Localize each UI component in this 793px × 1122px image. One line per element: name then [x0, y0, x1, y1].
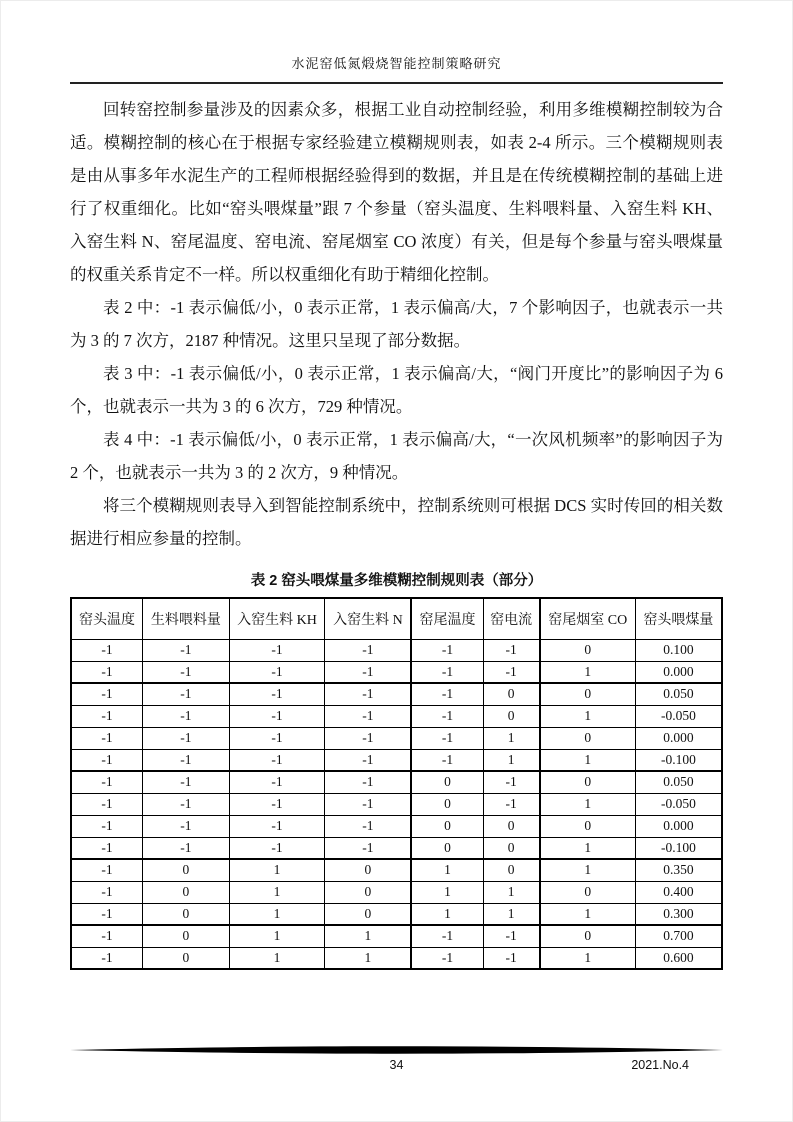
- table-cell: 1: [229, 903, 325, 925]
- table-cell: -1: [411, 925, 483, 947]
- table-cell: -1: [229, 683, 325, 705]
- column-header: 入窑生料 KH: [229, 598, 325, 639]
- table-cell: 0: [143, 925, 230, 947]
- table-cell: 1: [325, 925, 412, 947]
- table-cell: 0: [483, 683, 540, 705]
- table-cell: 0.600: [635, 947, 722, 969]
- table-cell: -1: [71, 749, 143, 771]
- running-head: 水泥窑低氮煅烧智能控制策略研究: [70, 1, 723, 84]
- table-cell: -0.100: [635, 837, 722, 859]
- paragraph: 回转窑控制参量涉及的因素众多，根据工业自动控制经验，利用多维模糊控制较为合适。模糊控制的核心在于根据专家经验建立模糊规则表，如表 2-4 所示。三个模糊规则表是由从事多年水泥生产的工程师根据经验得到的数据，并且是在传统模糊控制的基础上进行了权重细化。比如“窑头喂煤量”跟 7 个参量（窑头温度、生料喂料量、入窑生料 KH、入窑生料 N、窑尾温度、窑电流、窑尾烟室 CO 浓度）有关，但是每个参量与窑头喂煤量的权重关系肯定不一样。所以权重细化有助于精细化控制。: [70, 100, 723, 284]
- table-cell: -1: [71, 859, 143, 881]
- table-cell: -1: [71, 727, 143, 749]
- table-cell: -1: [229, 705, 325, 727]
- table-cell: 0.000: [635, 727, 722, 749]
- table-cell: -1: [411, 705, 483, 727]
- table-cell: 0: [143, 903, 230, 925]
- table-cell: 0.050: [635, 771, 722, 793]
- table-cell: -1: [483, 793, 540, 815]
- table-cell: 1: [325, 947, 412, 969]
- table-cell: 0: [540, 925, 636, 947]
- table-cell: -1: [143, 639, 230, 661]
- table-cell: -1: [143, 727, 230, 749]
- table-cell: 0: [411, 793, 483, 815]
- table-cell: -1: [411, 749, 483, 771]
- table-row: [71, 815, 722, 837]
- table-cell: -1: [71, 639, 143, 661]
- table-cell: -1: [325, 683, 412, 705]
- table-cell: -1: [483, 661, 540, 683]
- table-body: [71, 639, 722, 969]
- table-cell: 0: [540, 881, 636, 903]
- table-cell: -1: [143, 815, 230, 837]
- table-cell: 1: [483, 903, 540, 925]
- table-row: [71, 837, 722, 859]
- paragraph: 表 3 中：-1 表示偏低/小，0 表示正常，1 表示偏高/大，“阀门开度比”的影响因子为 6 个，也就表示一共为 3 的 6 次方，729 种情况。: [70, 364, 723, 416]
- table-cell: 1: [229, 947, 325, 969]
- table-cell: 1: [411, 881, 483, 903]
- table-cell: 1: [540, 749, 636, 771]
- body-text: [70, 93, 723, 555]
- table-row: [71, 727, 722, 749]
- table-cell: -1: [483, 771, 540, 793]
- column-header: 窑电流: [483, 598, 540, 639]
- table-cell: 1: [540, 837, 636, 859]
- table-cell: 0: [411, 815, 483, 837]
- table-cell: 1: [229, 859, 325, 881]
- table-cell: -1: [325, 749, 412, 771]
- table-cell: -1: [71, 683, 143, 705]
- table-header-row: [71, 598, 722, 639]
- table-cell: -1: [71, 947, 143, 969]
- table-cell: 1: [540, 859, 636, 881]
- table-cell: -1: [71, 837, 143, 859]
- table-cell: -0.050: [635, 793, 722, 815]
- table-cell: 1: [540, 947, 636, 969]
- page-footer: [70, 1046, 723, 1072]
- table-cell: -1: [229, 771, 325, 793]
- column-header: 窑尾烟室 CO: [540, 598, 636, 639]
- table-cell: -1: [143, 793, 230, 815]
- table-cell: 0: [540, 727, 636, 749]
- column-header: 窑头喂煤量: [635, 598, 722, 639]
- table-cell: 1: [411, 903, 483, 925]
- table-cell: -1: [143, 661, 230, 683]
- table-cell: -0.050: [635, 705, 722, 727]
- table-row: [71, 771, 722, 793]
- paragraph: 表 4 中：-1 表示偏低/小，0 表示正常，1 表示偏高/大，“一次风机频率”的影响因子为 2 个，也就表示一共为 3 的 2 次方，9 种情况。: [70, 430, 723, 482]
- table-cell: 0.000: [635, 815, 722, 837]
- paragraph: 表 2 中：-1 表示偏低/小，0 表示正常，1 表示偏高/大，7 个影响因子，也就表示一共为 3 的 7 次方，2187 种情况。这里只呈现了部分数据。: [70, 298, 723, 350]
- table-cell: -1: [325, 661, 412, 683]
- table-cell: -1: [143, 683, 230, 705]
- table-caption: 表 2 窑头喂煤量多维模糊控制规则表（部分）: [250, 573, 543, 589]
- table-cell: 0.000: [635, 661, 722, 683]
- table-row: [71, 661, 722, 683]
- table-cell: -1: [71, 793, 143, 815]
- table-row: [71, 859, 722, 881]
- table-cell: -1: [71, 705, 143, 727]
- table-row: [71, 947, 722, 969]
- table-cell: 0: [540, 815, 636, 837]
- table-cell: -1: [325, 771, 412, 793]
- table-row: [71, 749, 722, 771]
- column-header: 入窑生料 N: [325, 598, 412, 639]
- table-cell: 1: [229, 925, 325, 947]
- table-cell: -1: [483, 947, 540, 969]
- table-cell: -1: [229, 639, 325, 661]
- table-cell: 1: [229, 881, 325, 903]
- table-cell: -1: [71, 903, 143, 925]
- table-cell: -1: [325, 705, 412, 727]
- table-cell: 0.700: [635, 925, 722, 947]
- table-cell: -1: [71, 771, 143, 793]
- table-cell: -1: [71, 925, 143, 947]
- table-cell: -1: [411, 661, 483, 683]
- table-cell: 0: [540, 683, 636, 705]
- table-cell: -1: [325, 837, 412, 859]
- table-cell: 0.350: [635, 859, 722, 881]
- table-cell: 0: [483, 837, 540, 859]
- issue-label: 2021.No.4: [631, 1058, 689, 1072]
- table-row: [71, 925, 722, 947]
- table-cell: 0.050: [635, 683, 722, 705]
- table-cell: -1: [71, 815, 143, 837]
- page-number: 34: [389, 1058, 404, 1072]
- footer-rule-line: [70, 1046, 723, 1054]
- table-cell: -1: [411, 639, 483, 661]
- table-cell: -1: [229, 793, 325, 815]
- table-cell: -1: [411, 727, 483, 749]
- table-cell: 0: [143, 859, 230, 881]
- table-cell: 0: [325, 881, 412, 903]
- table-cell: 0: [325, 903, 412, 925]
- table-cell: -1: [71, 661, 143, 683]
- column-header: 生料喂料量: [143, 598, 230, 639]
- table-cell: -1: [71, 881, 143, 903]
- table-cell: -1: [143, 705, 230, 727]
- table-cell: 0: [143, 947, 230, 969]
- table-row: [71, 793, 722, 815]
- table-cell: -1: [229, 661, 325, 683]
- table-cell: 0.100: [635, 639, 722, 661]
- footer-row: [70, 1058, 723, 1072]
- table-cell: 1: [540, 903, 636, 925]
- table-cell: -1: [143, 749, 230, 771]
- table-cell: 1: [540, 661, 636, 683]
- table-cell: 1: [483, 881, 540, 903]
- table-cell: 1: [483, 727, 540, 749]
- table-cell: 1: [411, 859, 483, 881]
- table-cell: 0: [411, 771, 483, 793]
- table-cell: -1: [229, 749, 325, 771]
- table-cell: -0.100: [635, 749, 722, 771]
- table-cell: -1: [143, 771, 230, 793]
- table-cell: -1: [229, 727, 325, 749]
- table-cell: -1: [229, 815, 325, 837]
- table-cell: -1: [325, 815, 412, 837]
- table-cell: 1: [540, 705, 636, 727]
- table-row: [71, 881, 722, 903]
- table-cell: 0.300: [635, 903, 722, 925]
- table-cell: 1: [540, 793, 636, 815]
- table-cell: 0: [325, 859, 412, 881]
- rules-table: [70, 597, 723, 970]
- table-cell: 0: [483, 815, 540, 837]
- table-cell: -1: [483, 639, 540, 661]
- table-cell: -1: [325, 639, 412, 661]
- page-content: [70, 1, 723, 970]
- table-cell: -1: [229, 837, 325, 859]
- table-cell: 0: [411, 837, 483, 859]
- table-row: [71, 683, 722, 705]
- table-cell: 0: [483, 705, 540, 727]
- paragraph: 将三个模糊规则表导入到智能控制系统中，控制系统则可根据 DCS 实时传回的相关数据进行相应参量的控制。: [70, 496, 723, 548]
- table-cell: -1: [411, 683, 483, 705]
- table-cell: -1: [411, 947, 483, 969]
- table-row: [71, 705, 722, 727]
- column-header: 窑头温度: [71, 598, 143, 639]
- table-cell: 0: [540, 771, 636, 793]
- column-header: 窑尾温度: [411, 598, 483, 639]
- table-cell: 0: [143, 881, 230, 903]
- table-row: [71, 903, 722, 925]
- table-cell: -1: [483, 925, 540, 947]
- table-cell: -1: [325, 727, 412, 749]
- table-cell: 1: [483, 749, 540, 771]
- table-cell: -1: [325, 793, 412, 815]
- table-cell: 0: [483, 859, 540, 881]
- table-cell: 0: [540, 639, 636, 661]
- table-cell: 0.400: [635, 881, 722, 903]
- table-cell: -1: [143, 837, 230, 859]
- table-row: [71, 639, 722, 661]
